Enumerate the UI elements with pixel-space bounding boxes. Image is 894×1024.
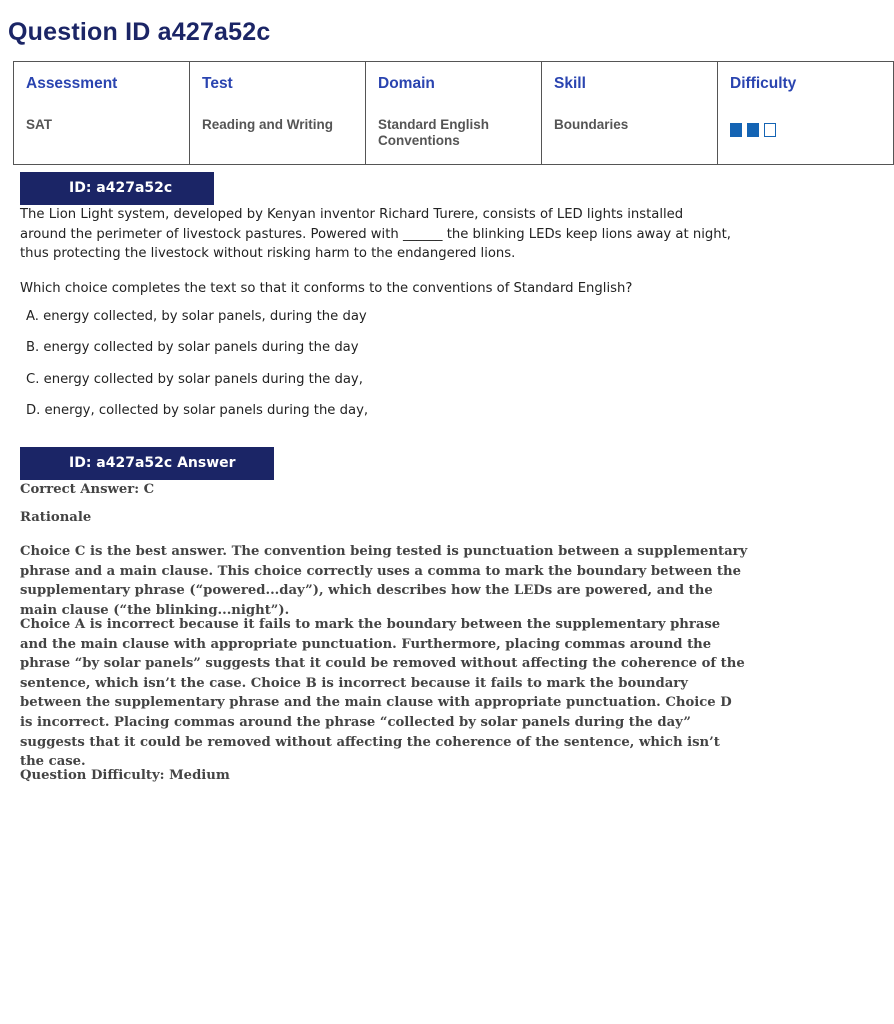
answer-id-banner: ID: a427a52c Answer — [20, 447, 274, 480]
question-meta-table — [13, 61, 894, 165]
meta-difficulty-cell — [718, 62, 894, 165]
meta-difficulty-label: Difficulty — [730, 75, 797, 92]
rationale-heading: Rationale — [20, 510, 92, 525]
meta-assessment-value: SAT — [26, 117, 52, 132]
difficulty-bar-1 — [730, 123, 742, 137]
meta-skill-label: Skill — [554, 75, 586, 92]
choice-a: A. energy collected, by solar panels, during the day — [26, 309, 367, 324]
choice-c: C. energy collected by solar panels during the day, — [26, 371, 363, 387]
question-difficulty: Question Difficulty: Medium — [20, 768, 230, 783]
difficulty-bar-3 — [764, 123, 776, 137]
meta-test-label: Test — [202, 75, 233, 92]
rationale-paragraph-1: Choice C is the best answer. The convention being tested is punctuation between a supplementary phrase and a main clause. This choice correctly uses a comma to mark the boundary between the supplementary phrase (“powered...day”), which describes how the LEDs are powered, and the main clause (“the blinking...night”). — [20, 544, 748, 618]
meta-skill-cell — [542, 62, 718, 165]
rationale-paragraph-2: Choice A is incorrect because it fails to mark the boundary between the supplementary phrase and the main clause with appropriate punctuation. Furthermore, placing commas around the phrase “by solar panels” suggests that it could be removed without affecting the coherence of the sentence, which isn’t the case. Choice B is incorrect because it fails to mark the boundary between the supplementary phrase and the main clause with appropriate punctuation. Choice D is incorrect. Placing commas around the phrase “collected by solar panels during the day” suggests that it could be removed without affecting the coherence of the sentence, which isn’t the case. — [20, 617, 745, 770]
meta-domain-label: Domain — [378, 75, 435, 92]
passage-text: The Lion Light system, developed by Kenyan inventor Richard Turere, consists of LED lights installed around the perimeter of livestock pastures. Powered with ______ the blinking LEDs keep lions away at night, thus protecting the livestock without risking harm to the endangered lions. — [20, 207, 731, 262]
meta-domain-value: Standard English Conventions — [378, 117, 490, 148]
difficulty-indicator — [730, 123, 881, 137]
question-id-banner: ID: a427a52c — [20, 172, 214, 205]
meta-assessment-label: Assessment — [26, 75, 118, 92]
page-title: Question ID a427a52c — [8, 18, 271, 46]
difficulty-bar-2 — [747, 123, 759, 137]
meta-assessment-cell — [14, 62, 190, 165]
choice-b: B. energy collected by solar panels during the day — [26, 340, 359, 356]
correct-answer: Correct Answer: C — [20, 482, 155, 497]
meta-domain-cell — [366, 62, 542, 165]
meta-skill-value: Boundaries — [554, 117, 629, 132]
meta-test-cell — [190, 62, 366, 165]
answer-choices — [26, 307, 368, 432]
meta-test-value: Reading and Writing — [202, 117, 333, 132]
question-prompt: Which choice completes the text so that it conforms to the conventions of Standard English? — [20, 281, 633, 296]
choice-d: D. energy, collected by solar panels during the day, — [26, 402, 369, 418]
